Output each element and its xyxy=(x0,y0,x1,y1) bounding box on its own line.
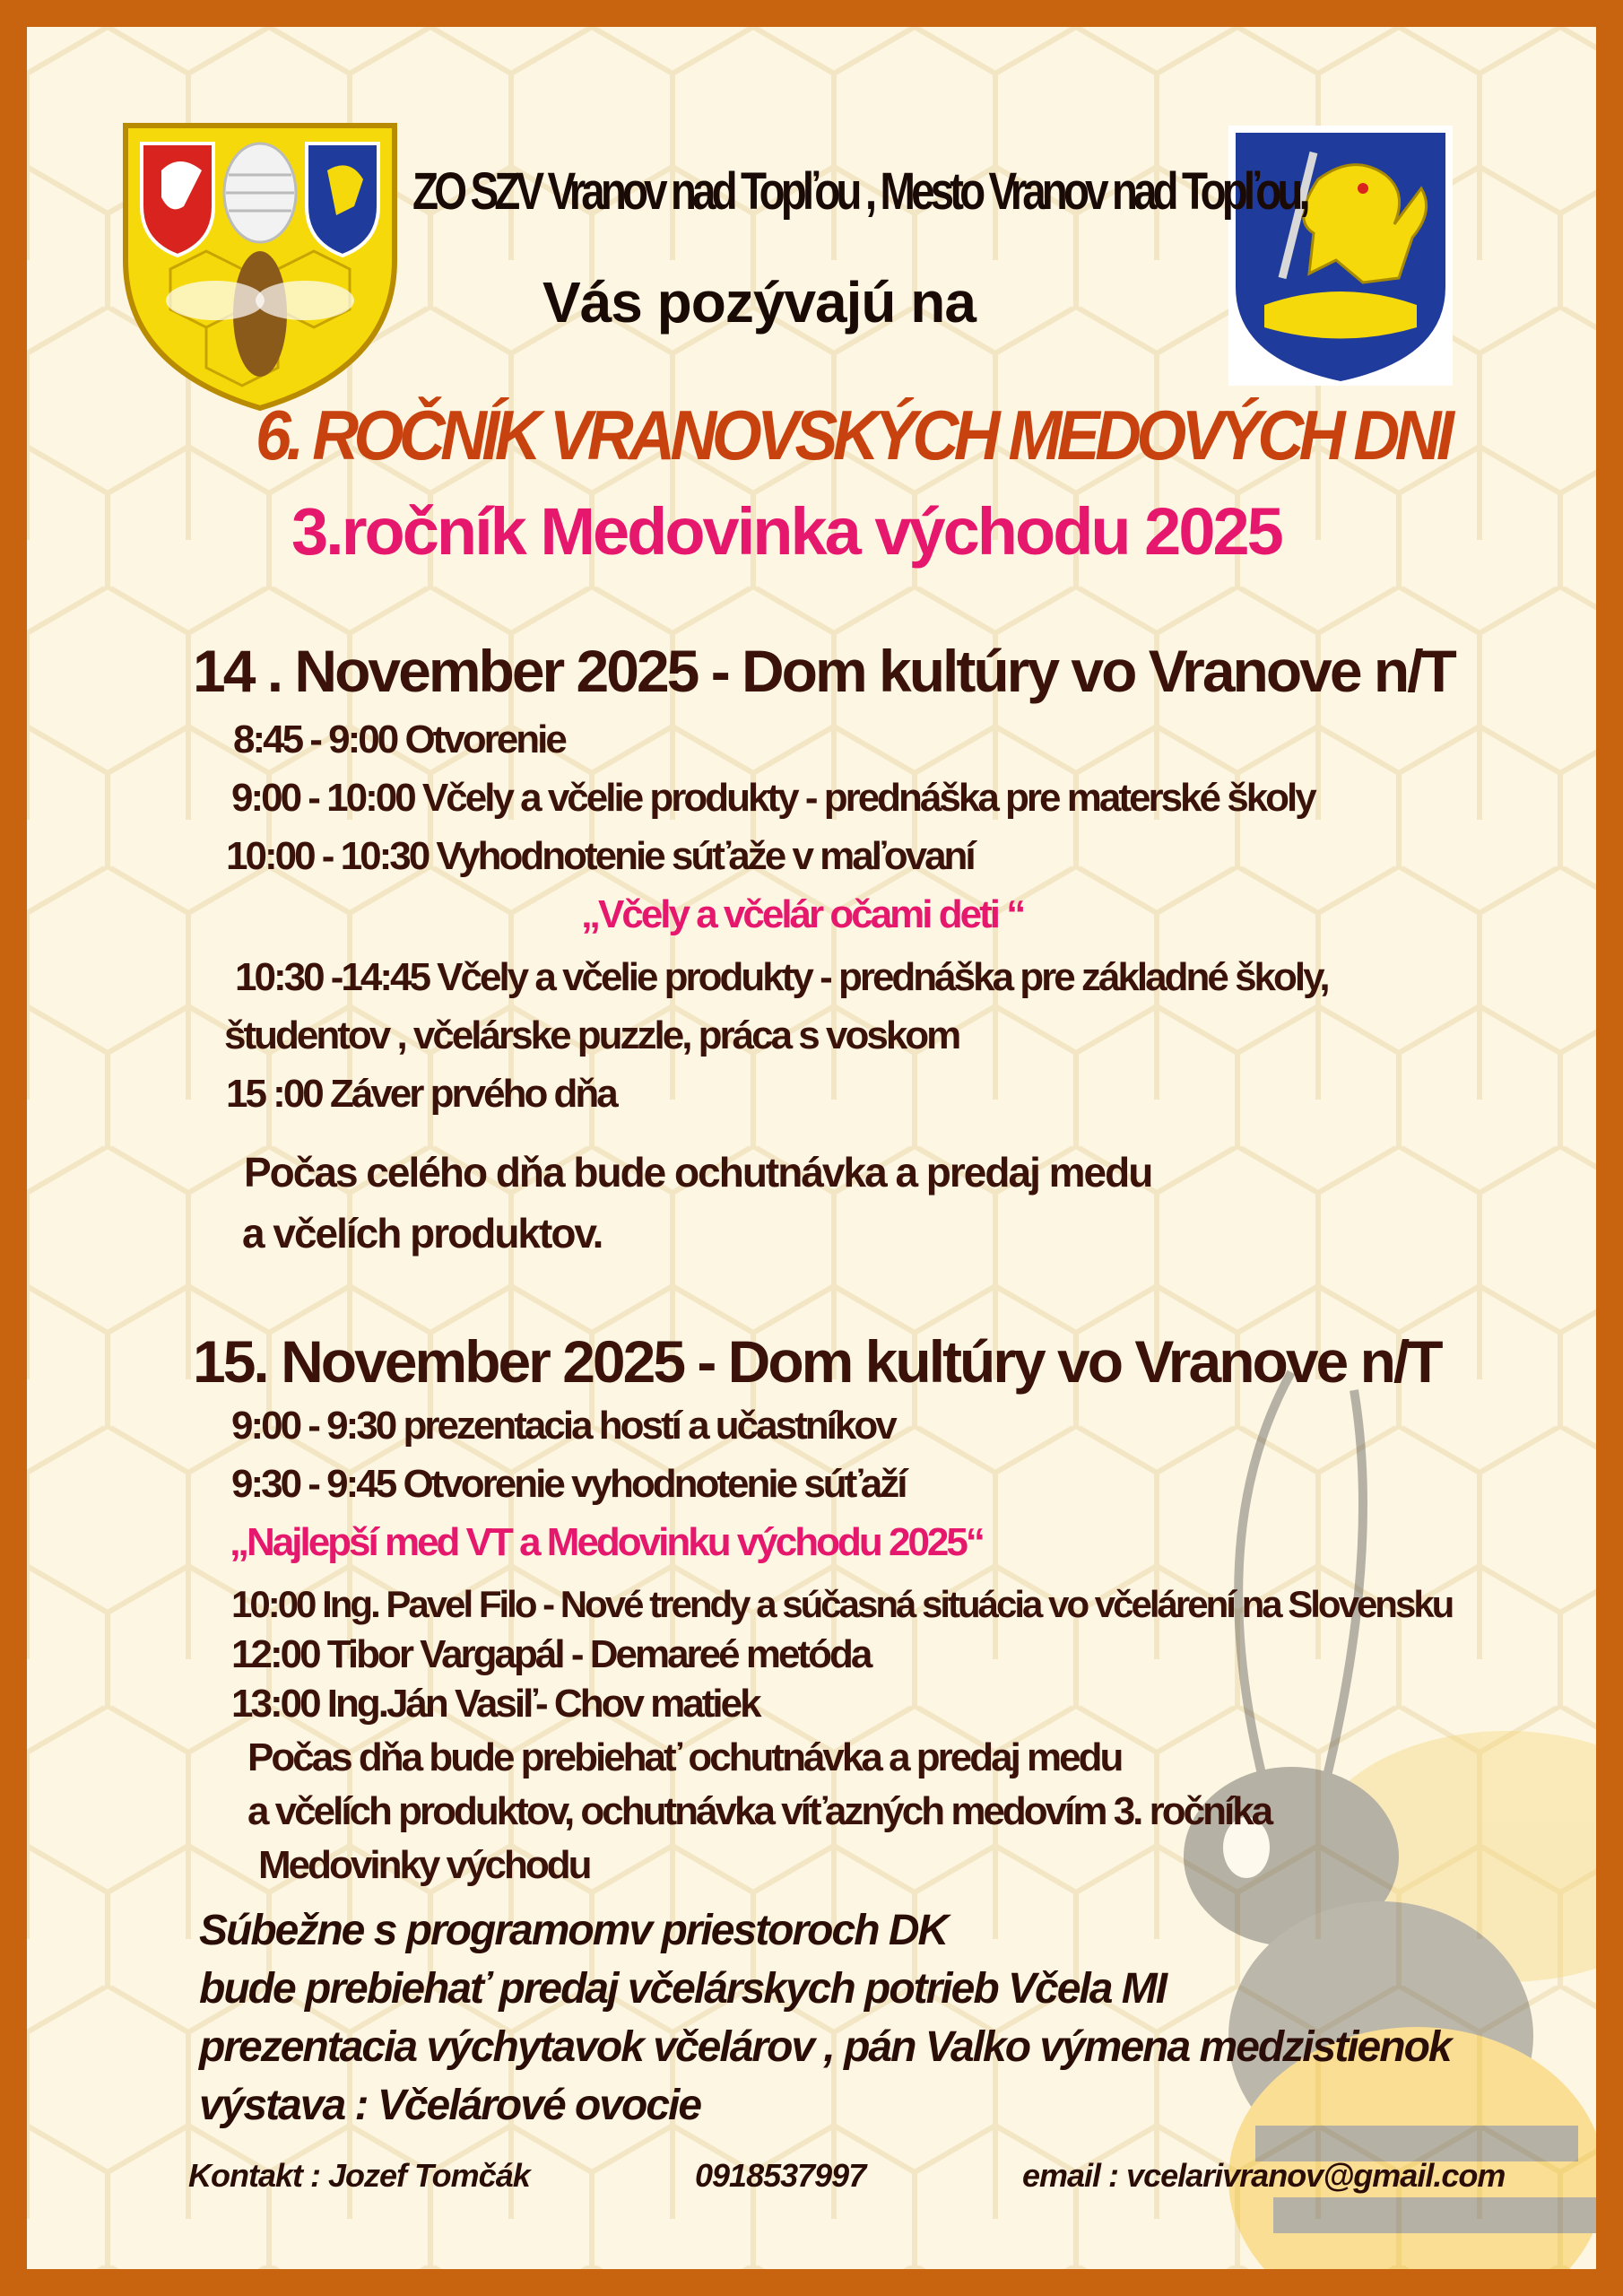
beekeepers-association-crest xyxy=(117,108,404,413)
extras-line: bude prebiehať predaj včelárskych potrieb Včela MI xyxy=(199,1965,1167,2013)
extras-line: výstava : Včelárové ovocie xyxy=(199,2082,701,2129)
day1-heading: 14 . November 2025 - Dom kultúry vo Vranove n/T xyxy=(193,638,1454,704)
contact-name: Kontakt : Jozef Tomčák xyxy=(188,2157,530,2194)
day2-item: 9:00 - 9:30 prezentacia hostí a učastníkov xyxy=(231,1404,895,1448)
day1-item: 10:30 -14:45 Včely a včelie produkty - prednáška pre základné školy, xyxy=(235,955,1328,999)
invite-line: Vás pozývajú na xyxy=(542,270,976,335)
day2-heading: 15. November 2025 - Dom kultúry vo Vranove n/T xyxy=(193,1328,1441,1395)
day1-item: študentov , včelárske puzzle, práca s voskom xyxy=(224,1013,959,1057)
day1-item: 15 :00 Záver prvého dňa xyxy=(226,1072,616,1116)
day1-item: 9:00 - 10:00 Včely a včelie produkty - prednáška pre materské školy xyxy=(231,776,1315,820)
poster-content xyxy=(27,27,1596,2269)
day2-note: a včelích produktov, ochutnávka víťazných medovím 3. ročníka xyxy=(247,1789,1271,1833)
day1-contest-title: „Včely a včelár očami deti “ xyxy=(581,892,1024,936)
day2-note: Medovinky východu xyxy=(258,1843,590,1887)
contact-email[interactable]: email : vcelarivranov@gmail.com xyxy=(1022,2157,1506,2194)
organizers-line: ZO SZV Vranov nad Topľou , Mesto Vranov nad Topľou, xyxy=(412,162,1306,221)
day2-talk: 13:00 Ing.Ján Vasiľ- Chov matiek xyxy=(231,1682,759,1726)
day2-talk: 12:00 Tibor Vargapál - Demareé metóda xyxy=(231,1632,871,1676)
contact-phone[interactable]: 0918537997 xyxy=(695,2157,866,2194)
event-subtitle: 3.ročník Medovinka východu 2025 xyxy=(291,494,1281,569)
day1-item: 10:00 - 10:30 Vyhodnotenie súťaže v maľovaní xyxy=(226,834,974,878)
day1-note: a včelích produktov. xyxy=(242,1210,603,1257)
day1-note: Počas celého dňa bude ochutnávka a predaj medu xyxy=(244,1149,1152,1196)
day2-talk: 10:00 Ing. Pavel Filo - Nové trendy a súčasná situácia vo včelárení na Slovensku xyxy=(231,1583,1453,1625)
event-title: 6. ROČNÍK VRANOVSKÝCH MEDOVÝCH DNI xyxy=(256,396,1450,474)
day2-contest-title: „Najlepší med VT a Medovinku východu 2025“ xyxy=(230,1520,983,1564)
extras-line: prezentacia výchytavok včelárov , pán Valko výmena medzistienok xyxy=(199,2023,1451,2071)
extras-line: Súbežne s programomv priestoroch DK xyxy=(199,1907,948,1954)
day2-note: Počas dňa bude prebiehať ochutnávka a predaj medu xyxy=(247,1735,1122,1779)
day2-item: 9:30 - 9:45 Otvorenie vyhodnotenie súťaží xyxy=(231,1462,906,1506)
day1-item: 8:45 - 9:00 Otvorenie xyxy=(233,718,565,761)
